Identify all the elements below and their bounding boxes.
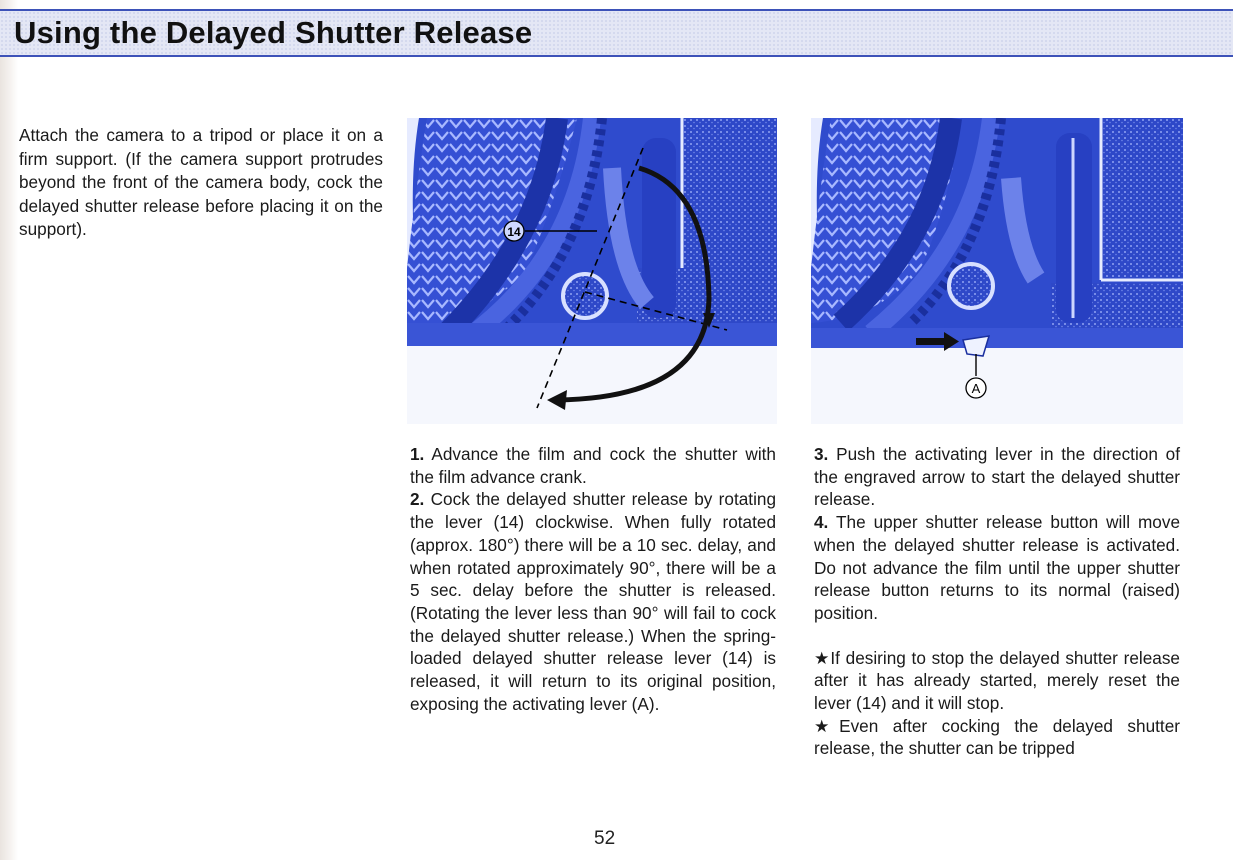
note-stop-release: ★If desiring to stop the delayed shutter release after it has already started, merely reset the lever (14) and it will stop. <box>814 647 1180 714</box>
camera-lever-photo <box>407 118 777 424</box>
intro-paragraph: Attach the camera to a tripod or place it on a firm support. (If the camera support protrudes beyond the front of the camera body, cock the delayed shutter release before placing it on the support). <box>19 125 383 239</box>
step-3: 3. Push the activating lever in the direction of the engraved arrow to start the delayed shutter release. <box>814 444 1180 510</box>
page-title: Using the Delayed Shutter Release <box>14 15 533 50</box>
svg-text:A: A <box>971 381 981 396</box>
star-icon: ★ <box>814 647 831 668</box>
step-4: 4. The upper shutter release button will move when the delayed shutter release is activated. Do not advance the film until the upper shutter release button returns to its normal (raised) position. <box>814 512 1181 623</box>
svg-text:14: 14 <box>507 225 521 239</box>
page-number: 52 <box>594 828 616 849</box>
title-banner <box>0 9 1233 57</box>
figure-lever-rotation <box>407 118 777 424</box>
instructions-column-left <box>410 443 776 715</box>
instructions-column-right <box>814 443 1180 760</box>
camera-activating-lever-photo <box>811 118 1183 424</box>
page-binding-edge <box>0 0 18 860</box>
step-2: 2. Cock the delayed shutter release by rotating the lever (14) clockwise. When fully rotated (approx. 180°) there will be a 10 sec. delay, and when rotated approximately 90°, there will be a 5 sec. delay before the shutter is released. (Rotating the lever less than 90° will fail to cock the delayed shutter release.) When the spring-loaded delayed shutter release lever (14) is released, it will return to its original position, exposing the activating lever (A). <box>410 489 777 714</box>
step-1: 1. Advance the film and cock the shutter with the film advance crank. <box>410 444 776 487</box>
star-icon: ★ <box>814 715 840 736</box>
note-trip-shutter: ★Even after cocking the delayed shutter release, the shutter can be tripped <box>814 715 1180 759</box>
figure-activating-lever <box>811 118 1183 424</box>
